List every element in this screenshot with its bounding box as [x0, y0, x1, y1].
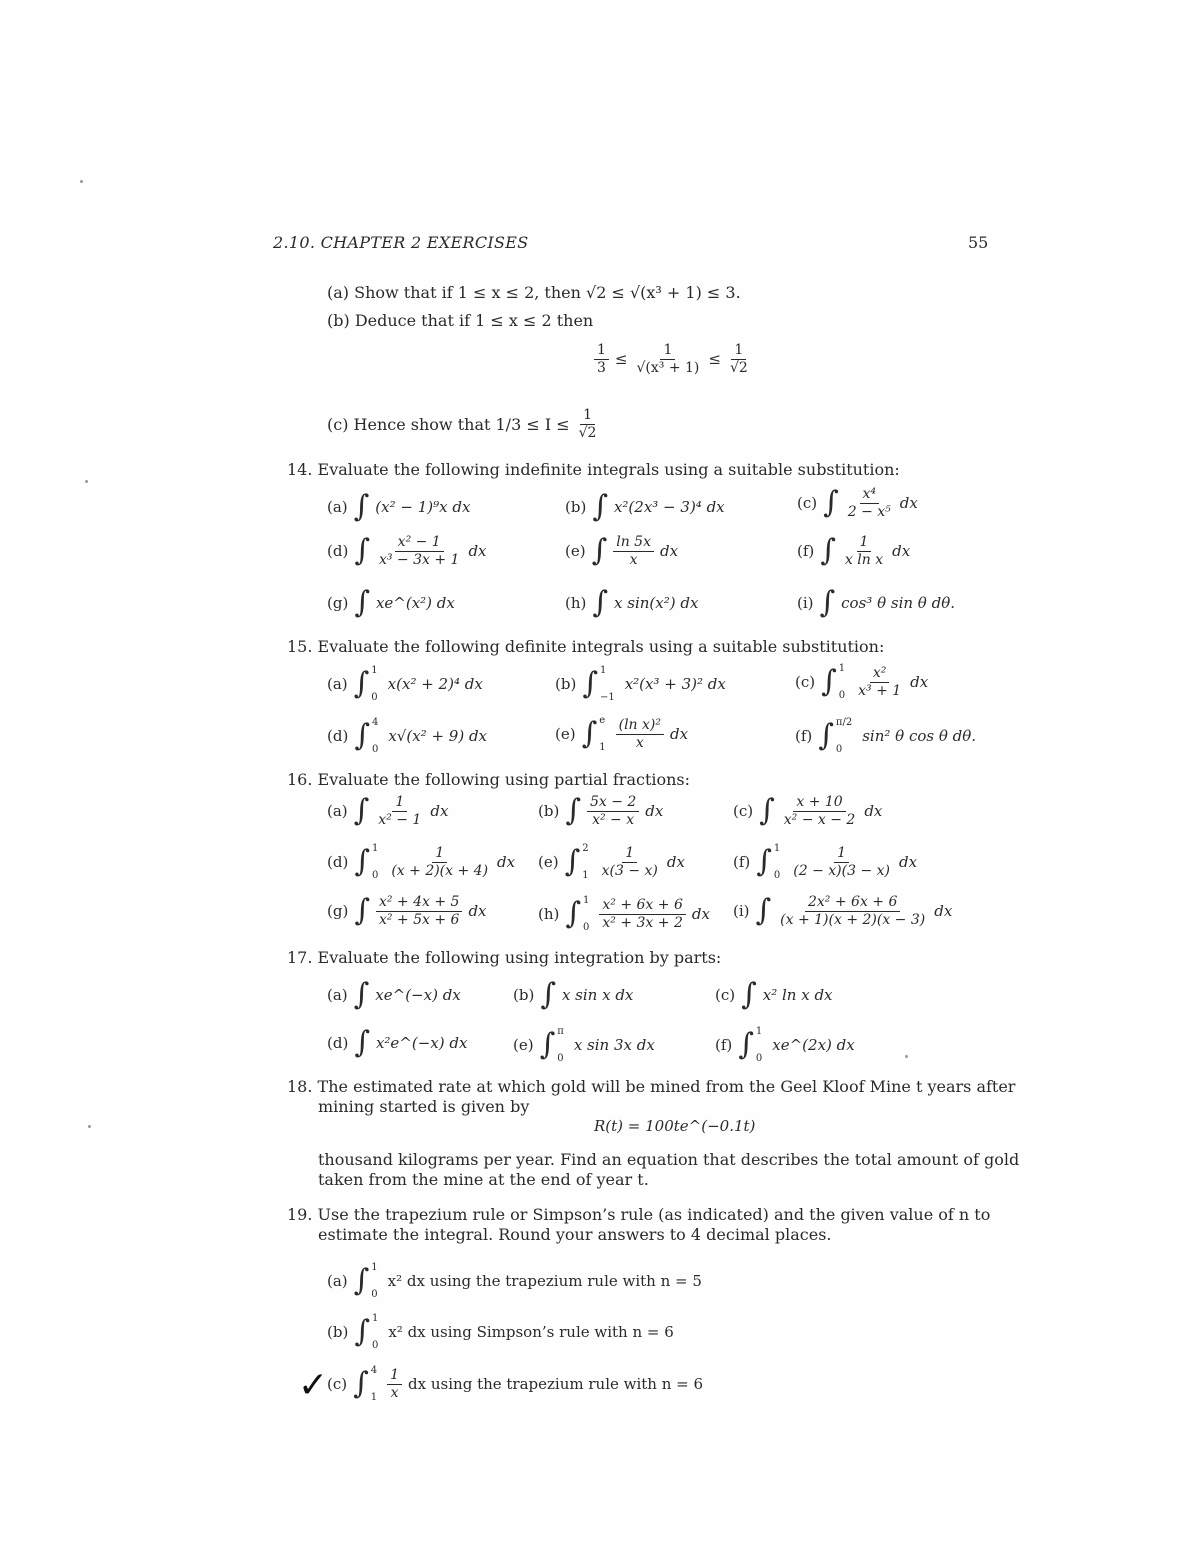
- q15-a: (a) ∫ 1 0 x(x² + 2)⁴ dx: [327, 665, 483, 703]
- q13-part-a: (a) Show that if 1 ≤ x ≤ 2, then √2 ≤ √(x³ + 1) ≤ 3.: [327, 283, 741, 302]
- q17-b: (b) ∫ x sin x dx: [513, 977, 634, 1012]
- q16-g: (g) ∫ $\frac{\text{x² + 4x + 5}}{\text{x² + 5x + 6}}$ dx: [327, 893, 487, 929]
- q15-e: (e) ∫ e 1 $\frac{\text{(ln x)²}}{x}$ dx: [555, 715, 689, 753]
- check-mark-icon: ✓: [298, 1365, 329, 1406]
- q15-c: (c) ∫ 1 0 $\frac{\text{x²}}{\text{x³ + 1}}$ dx: [795, 663, 929, 701]
- scan-speck: [88, 1125, 91, 1128]
- q14-i: (i) ∫ cos³ θ sin θ dθ.: [797, 585, 955, 620]
- section-header: 2.10. CHAPTER 2 EXERCISES: [273, 233, 529, 252]
- q16-i: (i) ∫ $\frac{\text{2x² + 6x + 6}}{(x + 1)(x + 2)(x - 3)}$ dx: [733, 893, 953, 929]
- scan-speck: [80, 180, 83, 183]
- q18-formula: R(t) = 100te^(−0.1t): [594, 1117, 756, 1135]
- q16-d: (d) ∫ 1 0 $\frac{1}{(x + 2)(x + 4)}$ dx: [327, 843, 516, 881]
- q19-c: (c) ∫ 4 1 $\frac{1}{x}$ dx using the trapezium rule with n = 6: [327, 1365, 704, 1403]
- q18-line1: 18. The estimated rate at which gold will be mined from the Geel Kloof Mine t years after: [287, 1077, 1016, 1096]
- q17-title: 17. Evaluate the following using integration by parts:: [287, 948, 722, 967]
- q14-b: (b) ∫ x²(2x³ − 3)⁴ dx: [565, 489, 725, 524]
- q14-h: (h) ∫ x sin(x²) dx: [565, 585, 699, 620]
- q16-c: (c) ∫ $\frac{x + 10}{\text{x² − x − 2}}$ dx: [733, 793, 883, 829]
- q16-b: (b) ∫ $\frac{5x - 2}{\text{x² − x}}$ dx: [538, 793, 664, 829]
- q16-h: (h) ∫ 1 0 $\frac{\text{x² + 6x + 6}}{\text{x² + 3x + 2}}$ dx: [538, 895, 710, 933]
- q13-part-c: (c) Hence show that 1/3 ≤ I ≤ $\frac{1}{√2}$: [327, 407, 597, 441]
- q17-f: (f) ∫ 1 0 xe^(2x) dx: [715, 1026, 855, 1064]
- q13-part-b: (b) Deduce that if 1 ≤ x ≤ 2 then: [327, 311, 594, 330]
- q14-f: (f) ∫ $\frac{1}{\text{x ln x}}$ dx: [797, 533, 911, 569]
- q19-line1: 19. Use the trapezium rule or Simpson’s rule (as indicated) and the given value of n to: [287, 1205, 991, 1224]
- q16-title: 16. Evaluate the following using partial fractions:: [287, 770, 691, 789]
- q14-a: (a) ∫ (x² − 1)⁹x dx: [327, 489, 471, 524]
- q15-title: 15. Evaluate the following definite integrals using a suitable substitution:: [287, 637, 885, 656]
- q15-b: (b) ∫ 1 −1 x²(x³ + 3)² dx: [555, 665, 726, 703]
- q16-e: (e) ∫ 2 1 $\frac{1}{x(3 - x)}$ dx: [538, 843, 685, 881]
- q17-d: (d) ∫ x²e^(−x) dx: [327, 1025, 468, 1060]
- q17-e: (e) ∫ π 0 x sin 3x dx: [513, 1026, 655, 1064]
- page-number: 55: [968, 233, 989, 252]
- q14-c: (c) ∫ $\frac{\text{x⁴}}{\text{2 − x⁵}}$ dx: [797, 485, 918, 521]
- q17-a: (a) ∫ xe^(−x) dx: [327, 977, 461, 1012]
- q14-g: (g) ∫ xe^(x²) dx: [327, 585, 455, 620]
- q19-line2: estimate the integral. Round your answers to 4 decimal places.: [318, 1225, 832, 1244]
- q17-c: (c) ∫ x² ln x dx: [715, 977, 833, 1012]
- q16-a: (a) ∫ $\frac{1}{\text{x² − 1}}$ dx: [327, 793, 449, 829]
- scan-speck: [85, 480, 88, 483]
- q18-line3: thousand kilograms per year. Find an equation that describes the total amount of gold: [318, 1150, 1020, 1169]
- q19-b: (b) ∫ 1 0 x² dx using Simpson’s rule with n = 6: [327, 1313, 674, 1351]
- q14-title: 14. Evaluate the following indefinite integrals using a suitable substitution:: [287, 460, 900, 479]
- q19-a: (a) ∫ 1 0 x² dx using the trapezium rule with n = 5: [327, 1262, 702, 1300]
- q13-inequality: $\frac{1}{3}$ ≤ $\frac{1}{\text{√(x³ + 1)}}$ ≤ $\frac{1}{√2}$: [594, 343, 751, 375]
- q15-d: (d) ∫ 4 0 x√(x² + 9) dx: [327, 717, 487, 755]
- q18-line4: taken from the mine at the end of year t.: [318, 1170, 649, 1189]
- scan-speck: [905, 1055, 908, 1058]
- q18-line2: mining started is given by: [318, 1097, 530, 1116]
- q16-f: (f) ∫ 1 0 $\frac{1}{(2 - x)(3 - x)}$ dx: [733, 843, 918, 881]
- q14-d: (d) ∫ $\frac{\text{x² − 1}}{\text{x³ − 3x + 1}}$ dx: [327, 533, 487, 569]
- q14-e: (e) ∫ $\frac{\ln 5x}{x}$ dx: [565, 533, 679, 569]
- q15-f: (f) ∫ π/2 0 sin² θ cos θ dθ.: [795, 717, 977, 755]
